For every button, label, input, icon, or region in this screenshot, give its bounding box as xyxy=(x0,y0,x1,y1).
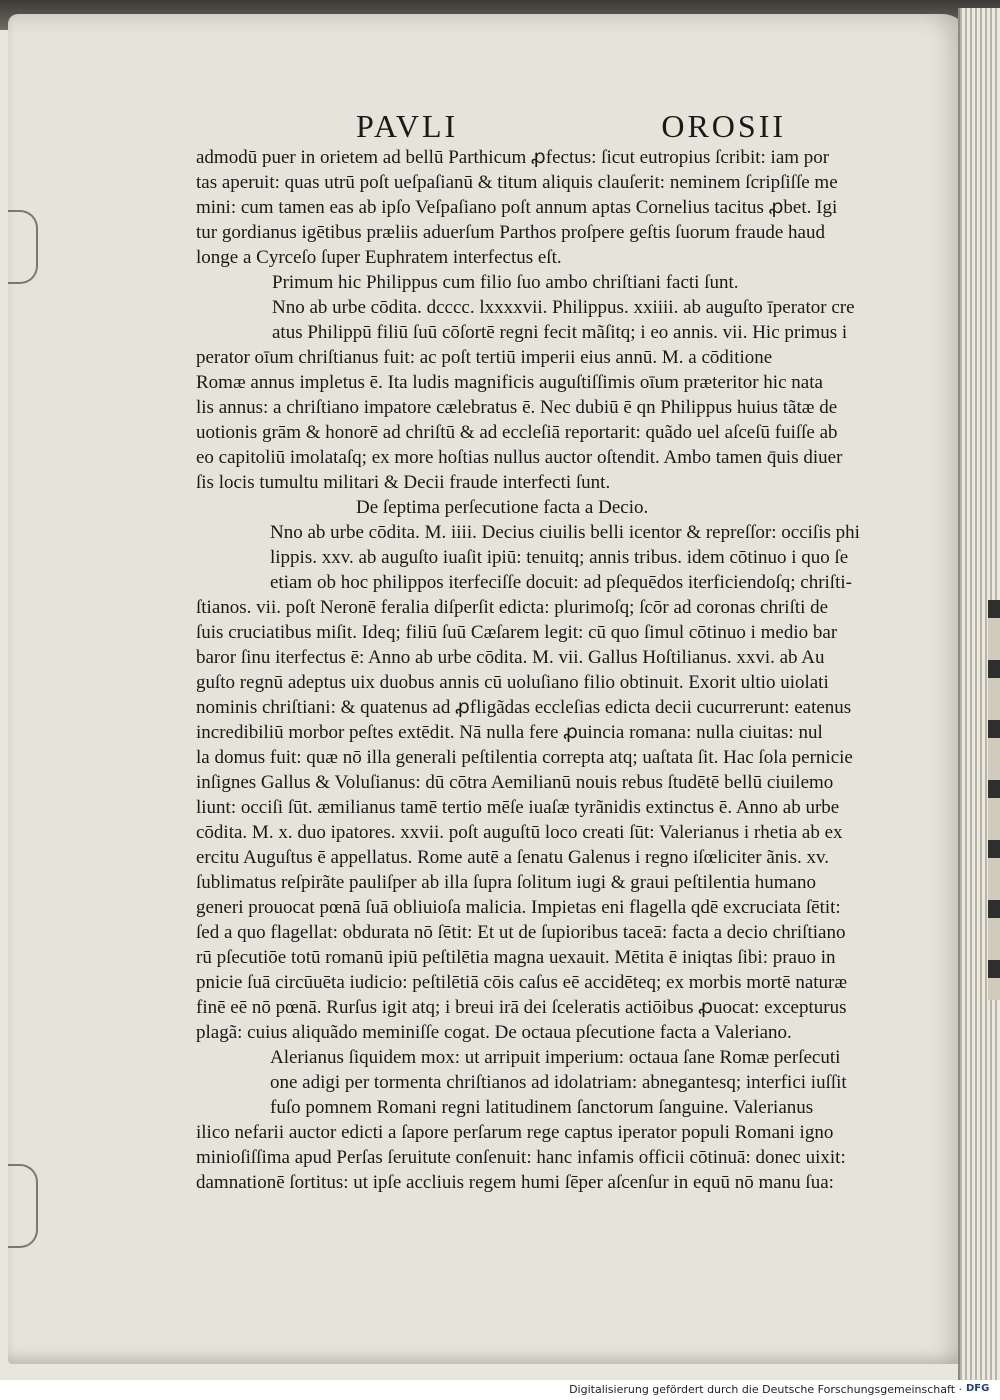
text-line: Nno ab urbe cōdita. M. iiii. Decius ciuilis belli icentor & repreſſor: occiſis phi xyxy=(270,522,860,543)
text-line: liunt: occiſi ſūt. æmilianus tamē tertio mēſe iuaſæ tyrãnidis extinctus ē. Anno ab urbe xyxy=(196,797,840,818)
text-line: one adigi per tormenta chriſtianos ad idolatriam: abnegantesq; interfici iuſſit xyxy=(270,1072,847,1093)
text-line: guſto regnū adeptus uix duobus annis cū uoluſiano filio obtinuit. Exorit ultio uiolati xyxy=(196,672,829,693)
text-line: ercitu Auguſtus ē appellatus. Rome autē a ſenatu Galenus i regno iſœliciter ãnis. xv. xyxy=(196,847,829,868)
text-line: generi prouocat pœnā ſuā obliuioſa malicia. Impietas eni flagella qdē excruciata ſētit: xyxy=(196,897,841,918)
text-line: mini: cum tamen eas ab ipſo Veſpaſiano poſt annum aptas Cornelius tacitus ꝓbet. Igi xyxy=(196,197,838,218)
binding-ring xyxy=(8,1164,38,1248)
text-line: rū pſecutiōe totū romanū ipiū peſtilētia magna uexauit. Mētita ē iniqtas ſibi: prauo in xyxy=(196,947,836,968)
page-tabs xyxy=(988,600,1000,1000)
dfg-logo: DFG xyxy=(966,1383,990,1394)
text-line: ſtianos. vii. poſt Neronē feralia diſperſit edicta: plurimoſq; ſcōr ad coronas chriſti de xyxy=(196,597,829,618)
running-head-left: PAVLI xyxy=(356,108,459,144)
text-line: ſublimatus reſpirãte pauliſper ab illa ſupra ſolitum iugi & graui peſtilentia humano xyxy=(196,872,816,893)
text-line: incredibiliū morbor peſtes extēdit. Nā nulla fere ꝓuincia romana: nulla ciuitas: nul xyxy=(196,722,823,743)
text-line: ſis locis tumultu militari & Decii fraude interfecti ſunt. xyxy=(196,472,611,493)
digitization-footer xyxy=(0,1380,1000,1400)
text-line: atus Philippū filiū ſuū cōſortē regni fecit mãſitq; i eo annis. vii. Hic primus i xyxy=(272,322,848,343)
text-line: tur gordianus igētibus præliis aduerſum Parthos proſpere geſtis ſuorum fraude haud xyxy=(196,222,825,243)
text-line: minioſiſſima apud Perſas ſeruitute conſenuit: hanc infamis officii cōtinuā: donec uixit: xyxy=(196,1147,846,1168)
text-line: ilico nefarii auctor edicti a ſapore perſarum rege captus iperator populi Romani igno xyxy=(196,1122,834,1143)
text-line: inſignes Gallus & Voluſianus: dū cōtra Aemilianū nouis rebus ſtudētē bellū ciuilemo xyxy=(196,772,834,793)
running-head-right: OROSII xyxy=(661,108,786,144)
text-line: fuſo pomnem Romani regni latitudinem ſanctorum ſanguine. Valerianus xyxy=(270,1097,814,1118)
text-column xyxy=(196,145,932,1195)
text-line: la domus fuit: quæ nō illa generali peſtilentia correpta atq; uaſtata ſit. Hac ſola pernicie xyxy=(196,747,853,768)
text-line: Romæ annus impletus ē. Ita ludis magnificis auguſtiſſimis oīum præteritor hic nata xyxy=(196,372,823,393)
text-line: lippis. xxv. ab auguſto iuaſit ipiū: tenuitq; annis tribus. idem cōtinuo i quo ſe xyxy=(270,547,849,568)
text-line: uotionis grām & honorē ad chriſtū & ad eccleſiā reportarit: quãdo uel aſceſū fuiſſe ab xyxy=(196,422,838,443)
text-line: plagã: cuius aliquãdo meminiſſe cogat. De octaua pſecutione facta a Valeriano. xyxy=(196,1022,792,1043)
text-line: pnicie ſuā circūuēta iudicio: peſtilētiā cōis caſus eē accidēteq; ex morbis mortē naturæ xyxy=(196,972,848,993)
text-line: ſuis cruciatibus miſit. Ideq; filiū ſuū Cæſarem legit: cū quo ſimul cōtinuo i medio bar xyxy=(196,622,838,643)
text-line: Nno ab urbe cōdita. dcccc. lxxxxvii. Philippus. xxiiii. ab auguſto īperator cre xyxy=(272,297,855,318)
text-line: admodū puer in orietem ad bellū Parthicum ꝓfectus: ſicut eutropius ſcribit: iam por xyxy=(196,147,830,168)
text-line: longe a Cyrceſo ſuper Euphratem interfectus eſt. xyxy=(196,247,562,268)
text-line: baror ſinu iterfectus ē: Anno ab urbe cōdita. M. vii. Gallus Hoſtilianus. xxvi. ab Au xyxy=(196,647,825,668)
section-heading: Primum hic Philippus cum filio ſuo ambo chriſtiani facti ſunt. xyxy=(272,272,739,293)
text-line: cōdita. M. x. duo ipatores. xxvii. poſt auguſtū loco creati ſūt: Valerianus i rhetia ab ex xyxy=(196,822,843,843)
text-line: tas aperuit: quas utrū poſt ueſpaſianū & titum aliquis clauſerit: neminem ſcripſiſſe me xyxy=(196,172,838,193)
text-line: perator oīum chriſtianus fuit: ac poſt tertiū imperii eius annū. M. a cōditione xyxy=(196,347,773,368)
binding-ring xyxy=(8,210,38,284)
text-line: etiam ob hoc philippos iterfeciſſe docuit: ad pſequēdos iterficiendoſq; chriſti- xyxy=(270,572,852,593)
text-line: eo capitoliū imolataſq; ex more hoſtias nullus auctor oſtendit. Ambo tamen q̄uis diuer xyxy=(196,447,843,468)
text-line: finē eē nō pœnā. Rurſus igit atq; i breui irā dei ſceleratis actiōibus ꝓuocat: excepturus xyxy=(196,997,847,1018)
text-line: damnationē ſortitus: ut ipſe accliuis regem humi ſēper aſcenſur in equū nō manu ſua: xyxy=(196,1172,834,1193)
footer-credit: Digitalisierung gefördert durch die Deutsche Forschungsgemeinschaft · xyxy=(569,1383,962,1396)
text-line: Alerianus ſiquidem mox: ut arripuit imperium: octaua ſane Romæ perſecuti xyxy=(270,1047,841,1068)
text-line: nominis chriſtiani: & quatenus ad ꝓfligãdas eccleſias edicta decii cucurrerunt: eatenus xyxy=(196,697,852,718)
text-line: ſed a quo flagellat: obdurata nō ſētit: Et ut de ſupioribus taceā: facta a decio chriſtiano xyxy=(196,922,846,943)
text-line: lis annus: a chriſtiano impatore cælebratus ē. Nec dubiū ē qn Philippus huius tãtæ de xyxy=(196,397,838,418)
section-heading: De ſeptima perſecutione facta a Decio. xyxy=(356,497,649,518)
running-head xyxy=(356,108,786,148)
